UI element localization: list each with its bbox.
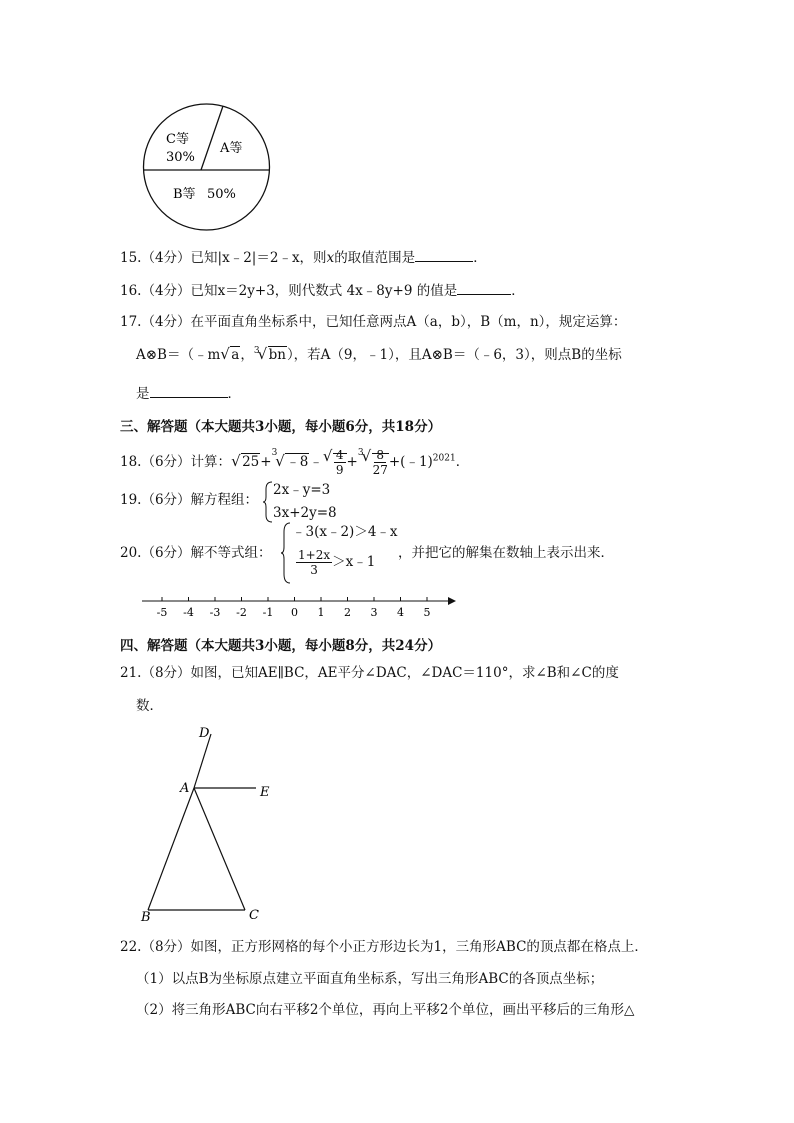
cbrt-bn: √ bn [258,346,287,364]
q17-shi: 是 [136,386,150,402]
question-15 [120,249,487,267]
cube-index: 3 [357,448,364,458]
q17-condition: ），若A（9，﹣1），且A⊗B＝（﹣6，3），则点B的坐标 [286,347,622,363]
label-b: B [141,910,151,924]
pie-c-pct: 30% [166,150,195,165]
fraction: $\frac{1+2x}{3}$ [298,548,331,577]
q16-text: 16.（4分）已知 [120,283,218,299]
tick-label: 4 [397,606,404,619]
op-minus: ﹣ [309,454,323,470]
question-16 [120,282,525,300]
number-line [140,590,460,622]
exponent: 2021 [432,453,456,464]
tick-label: -5 [156,606,168,619]
q17-end: ． [227,386,241,402]
sqrt-4-9: √ $\frac{4}{9}$ [323,448,347,477]
q16-end: ． [511,283,525,299]
cbrt-8-27: √ $\frac{8}{27}$ [362,448,389,477]
cbrt-neg8: √ ﹣8 [275,453,309,471]
question-22-part1: （1）以点B为坐标原点建立平面直角坐标系，写出三角形ABC的各顶点坐标； [136,971,604,987]
answer-blank [457,282,511,295]
tick-label: -3 [209,606,221,619]
pie-chart [140,103,275,231]
q16-equation: x＝2y+3，则代数式 4x﹣8y+9 的值是 [217,283,458,299]
question-21-line1: 21.（8分）如图，已知AE∥BC，AE平分∠DAC，∠DAC＝110°，求∠B和∠C的度 [120,665,619,681]
brace-icon [280,522,292,584]
q15-var: x [326,250,335,266]
q20-ineq2 [296,548,375,577]
sqrt-25: √ 25 [231,453,260,471]
answer-blank [415,249,473,262]
q18-tail: +(﹣1) [388,454,433,470]
cube-index: 3 [253,346,260,356]
ray-ad [194,734,211,788]
section-4-heading: 四、解答题（本大题共3小题，每小题8分，共24分） [120,638,442,654]
question-18 [120,448,469,477]
pie-a-label: A等 [220,141,243,156]
question-21-line2: 数． [136,698,163,714]
sqrt-a: √ a [220,346,240,364]
q17-op-def: A⊗B＝（﹣m [136,347,221,363]
tick-label: 0 [291,606,298,619]
tick-label: 2 [344,606,351,619]
label-c: C [249,908,259,923]
q18-end: ． [455,454,470,470]
triangle-diagram [138,724,288,924]
question-17-line3 [136,385,241,403]
pie-b-label: B等 [173,187,196,202]
question-17-line1: 17.（4分）在平面直角坐标系中，已知任意两点A（a，b），B（m，n），规定运算： [120,314,627,330]
label-e: E [260,785,270,800]
label-d: D [199,726,210,741]
q17-sep: ， [240,347,254,363]
q15-end: ． [473,250,487,266]
pie-b-pct: 50% [207,187,236,202]
q20-instruction: ，并把它的解集在数轴上表示出来． [398,545,614,561]
op-plus: + [346,454,358,470]
tick-label: -2 [236,606,247,619]
q19-eq1: 2x﹣y=3 [273,482,331,498]
tick-label: -4 [183,606,194,619]
question-22-part2: （2）将三角形ABC向右平移2个单位，再向上平移2个单位，画出平移后的三角形△ [136,1002,635,1018]
pie-c-label: C等 [166,132,189,147]
label-a: A [180,781,190,796]
section-3-heading: 三、解答题（本大题共3小题，每小题6分，共18分） [120,419,442,435]
question-17-line2 [136,346,622,364]
tick-label: 5 [423,606,431,619]
question-22-line1: 22.（8分）如图，正方形网格的每个小正方形边长为1，三角形ABC的顶点都在格点上． [120,939,648,955]
q20-ineq2-tail: ＞x﹣1 [332,554,376,570]
question-19: 19.（6分）解方程组： [120,492,259,508]
tick-label: -1 [262,606,274,619]
op-plus: + [260,454,272,470]
q15-text: 15.（4分）已知|x﹣2|＝2﹣x，则 [120,250,327,266]
q18-label: 18.（6分）计算： [120,454,232,470]
q20-ineq1: ﹣3(x﹣2)＞4﹣x [292,524,398,540]
pie-divider-slant [201,106,223,170]
tick-label: 1 [317,606,325,619]
answer-blank [150,385,228,398]
question-20: 20.（6分）解不等式组： [120,545,272,561]
segment-ca [194,788,245,910]
tick-label: 3 [370,606,378,619]
segment-ba [148,788,194,910]
cube-index: 3 [271,448,278,458]
q15-text-2: 的取值范围是 [334,250,416,266]
arrow-icon [448,597,456,605]
q19-eq2: 3x+2y=8 [273,505,337,521]
